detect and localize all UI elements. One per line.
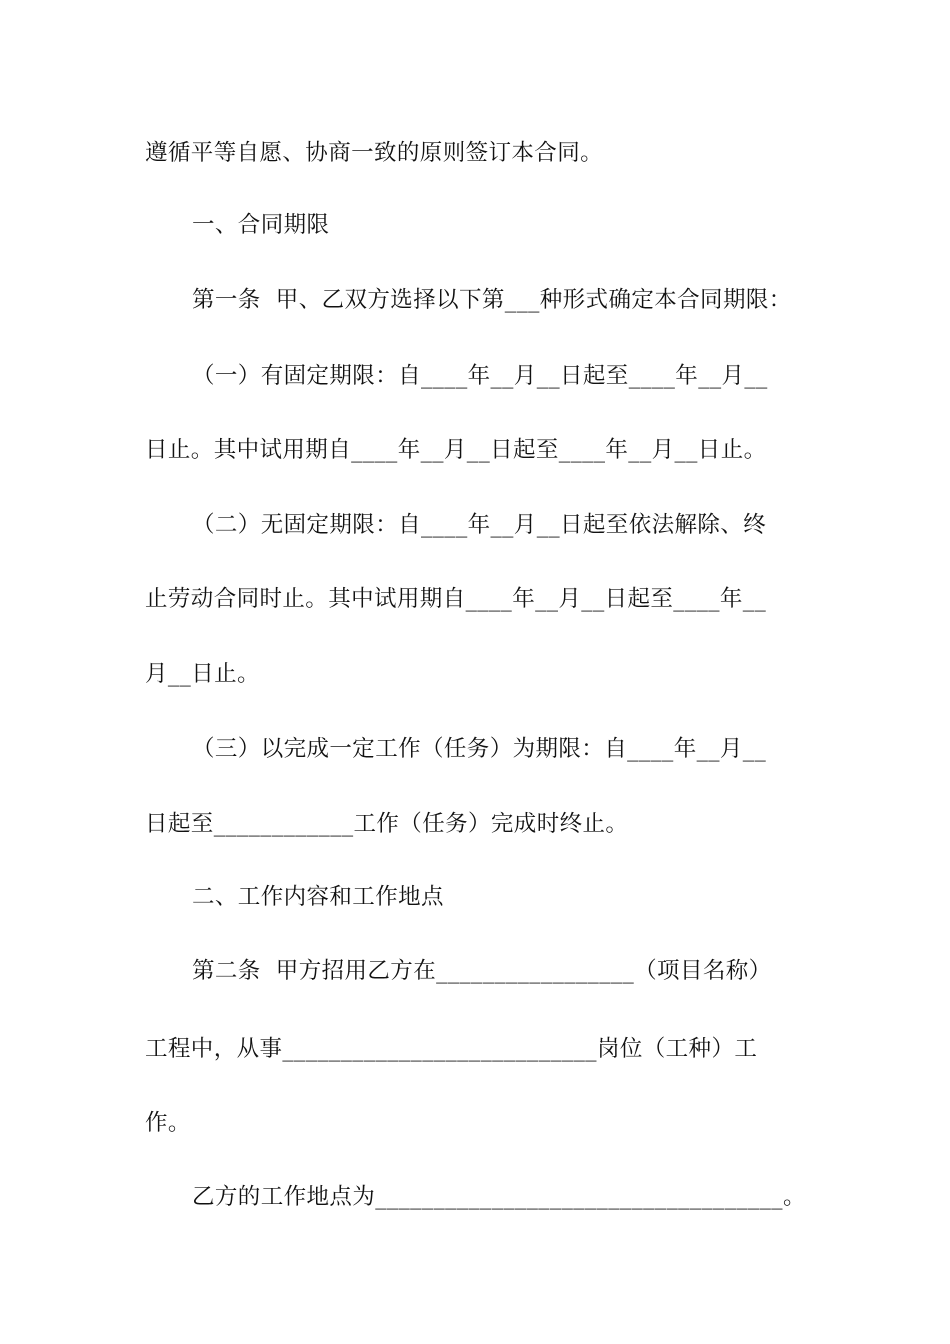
open-term-line-2-text: 止劳动合同时止。其中试用期自____年__月__日起至____年__	[145, 586, 767, 612]
work-location-line	[0, 1177, 950, 1217]
article-1-text: 第一条 甲、乙双方选择以下第___种形式确定本合同期限：	[192, 287, 792, 313]
open-term-line-2	[0, 579, 950, 619]
section-heading-work-content-text: 二、工作内容和工作地点	[192, 884, 444, 910]
task-term-line-1-text: （三）以完成一定工作（任务）为期限：自____年__月__	[192, 736, 767, 762]
section-heading-contract-term-text: 一、合同期限	[192, 212, 330, 238]
open-term-line-3-text: 月__日止。	[145, 661, 260, 687]
fixed-term-line-1	[0, 356, 950, 396]
article-2-line-3	[0, 1103, 950, 1143]
article-2-line-2	[0, 1029, 950, 1069]
open-term-line-1-text: （二）无固定期限：自____年__月__日起至依法解除、终	[192, 512, 767, 538]
article-2-line-2-text: 工程中，从事___________________________岗位（工种）工	[145, 1036, 758, 1062]
task-term-line-1	[0, 729, 950, 769]
article-2-line-1	[0, 951, 950, 991]
task-term-line-2	[0, 804, 950, 844]
article-2-line-3-text: 作。	[145, 1110, 191, 1136]
open-term-line-1	[0, 505, 950, 545]
section-heading-contract-term	[0, 205, 950, 245]
work-location-line-text: 乙方的工作地点为___________________________________。	[192, 1184, 806, 1210]
article-2-line-1-text: 第二条 甲方招用乙方在_________________（项目名称）	[192, 958, 772, 984]
fixed-term-line-2-text: 日止。其中试用期自____年__月__日起至____年__月__日止。	[145, 437, 767, 463]
text-line-1-content: 遵循平等自愿、协商一致的原则签订本合同。	[145, 140, 604, 166]
fixed-term-line-2	[0, 430, 950, 470]
article-1	[0, 280, 950, 320]
text-line-1	[0, 133, 950, 173]
open-term-line-3	[0, 654, 950, 694]
section-heading-work-content	[0, 877, 950, 917]
fixed-term-line-1-text: （一）有固定期限：自____年__月__日起至____年__月__	[192, 363, 768, 389]
task-term-line-2-text: 日起至____________工作（任务）完成时终止。	[145, 811, 629, 837]
